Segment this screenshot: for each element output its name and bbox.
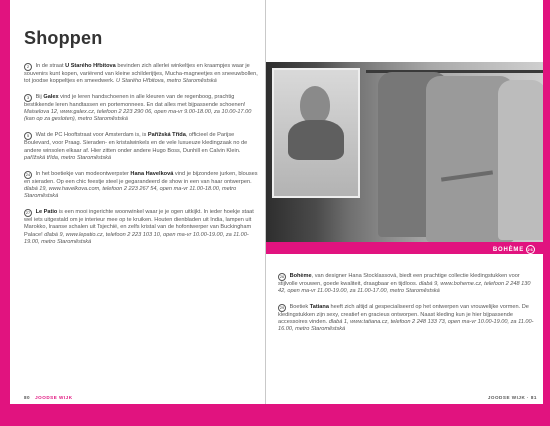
map-number-badge: 3 (24, 94, 32, 102)
shop-entry (24, 132, 258, 161)
boutique-photo (266, 62, 543, 242)
footer-label: JOODSE WIJK (35, 395, 73, 400)
entry-text-pre: In het boetiekje van modeontwerpster (35, 170, 131, 177)
footer-label: JOODSE WIJK (487, 395, 526, 400)
entry-text-pre: Bij (35, 93, 44, 100)
page-number: 80 (24, 395, 31, 400)
shop-entry (24, 63, 258, 85)
entry-description: heeft zich altijd al gespecialiseerd op het ontwerpen van vrouwelijke vormen. De kledingstukken zijn sexy, creatief en gracieus ontworpen. Naast kleding kun je hier bijpassende accessoires vinden. (278, 303, 529, 326)
shop-name: Pařížská Třída (147, 132, 186, 139)
map-number-badge: 26 (279, 274, 285, 279)
shop-name: Galex (43, 93, 59, 100)
poster-model-head (300, 86, 330, 124)
poster-model-scarf (288, 120, 344, 160)
page-footer-left (24, 395, 73, 400)
shop-entry (24, 94, 258, 123)
shop-entry (24, 171, 258, 200)
page-footer-right: JOODSE WIJK · 81 (487, 395, 537, 400)
shop-entry (24, 209, 258, 246)
right-page (266, 0, 543, 404)
page-number: 81 (530, 395, 537, 400)
shop-info: dlabá 9, www.boheme.cz, telefoon 2 248 130 42, open ma-vr 11.00-19.00, za 11.00-17.00, metro Staroměstská (278, 280, 531, 294)
shop-info: dlabá 19, www.havelkova.com, telefoon 2 223 267 54, open ma-vr 11.00-18.00, metro Staroměstská (24, 186, 237, 200)
garment-light (498, 80, 543, 240)
fashion-poster (272, 68, 360, 198)
entry-text-pre: Boetiek (289, 303, 310, 310)
shop-name: Hana Havelková (130, 170, 174, 177)
left-page (10, 0, 265, 404)
shop-list (24, 57, 258, 255)
entry-description: , officieel de Parijse Boulevard, voor Praag. Sieraden- en kristalwinkels en de vele luxueuze kledingzaak no de andere winsolen elkaar af. Hier zitten onder andere Hugo Boss, Dunhill en Calvin Klein. (24, 132, 248, 154)
shop-info: U Starého Hřbitova, metro Staroměstská (116, 77, 217, 84)
shop-name: Le Patio (35, 209, 58, 216)
shop-info: pařížská třída, metro Staroměstská (24, 154, 112, 161)
shop-entry (278, 304, 536, 333)
map-number-badge: 29 (279, 305, 285, 310)
shop-info: dlabá 1, www.tatiana.cz, telefoon 2 248 133 73, open ma-vr 10.00-19.00, za 11.00-16.00, metro Staroměstská (278, 319, 534, 333)
caption-text: BOHÈME (492, 246, 524, 253)
entry-description: vind je leren handschoenen in alle kleuren van de regenboog, prachtig bestikkende leren handtassen en portemonnees. En dat alles met bijpassende schoenen! (24, 93, 246, 108)
map-number-badge: 26 (527, 246, 534, 252)
map-number-badge: 27 (25, 211, 31, 216)
map-number-badge: 24 (25, 172, 31, 177)
photo-caption-bar (266, 242, 543, 254)
shop-list-right (278, 267, 536, 342)
shop-entry (278, 273, 536, 295)
entry-description: is een mooi ingerichte woonwinkel waar je je ogen uitkijkt. In ieder hoekje staat wel iets uitgestald om je interieur mee op te kruiken. Houten dienbladen uit India, lampen uit Marokko, Iraanse schalen uit Tsjechië, en zelfs kristal van de hofontwerper van Buckingham Palace! (24, 209, 254, 238)
shop-info: Maiselova 12, www.galex.cz, telefoon 2 223 290 06, open ma-vr 9.00-18.00, za 10.00-17.00 (kan op za gesloten), metro Staroměstská (24, 109, 252, 123)
entry-description: vind je bijzondere jurken, blouses en sieraden. Op een chic feestje steel je gegarandeerd de show in een van haar ontwerpen. (24, 170, 258, 185)
entry-text-pre: Wat de PC Hooftstraat voor Amsterdam is, is (35, 132, 148, 139)
page-title: Shoppen (24, 28, 103, 48)
map-number-badge: 5 (24, 132, 32, 140)
shop-info: dlabá 9, www.lepatio.cz, telefoon 2 223 103 10, open ma-vr 10.00-19.00, za 11.00-19.00, metro Staroměstská (24, 231, 249, 245)
shop-name: U Starého Hřbitova (65, 62, 116, 69)
entry-description: , van designer Hana Stocklassová, biedt een prachtige collectie kledingstukken voor stijlvolle vrouwen, goede kwaliteit, draagbaar en tijdloos. (278, 272, 520, 287)
entry-description: bevinden zich allerlei winkeltjes en kraampjes waar je souvenirs kunt kopen, variërend van kleine schilderijtjes, Mucha-magneetjes en sneeuwbollen, tot joodse koppeltjes en smeedwerk. (24, 62, 258, 84)
photo-caption (493, 245, 535, 254)
entry-text-pre: In de straat (35, 62, 66, 69)
map-number-badge: 2 (24, 63, 32, 71)
shop-name: Bohème (289, 272, 312, 279)
shop-name: Tatiana (309, 303, 329, 310)
